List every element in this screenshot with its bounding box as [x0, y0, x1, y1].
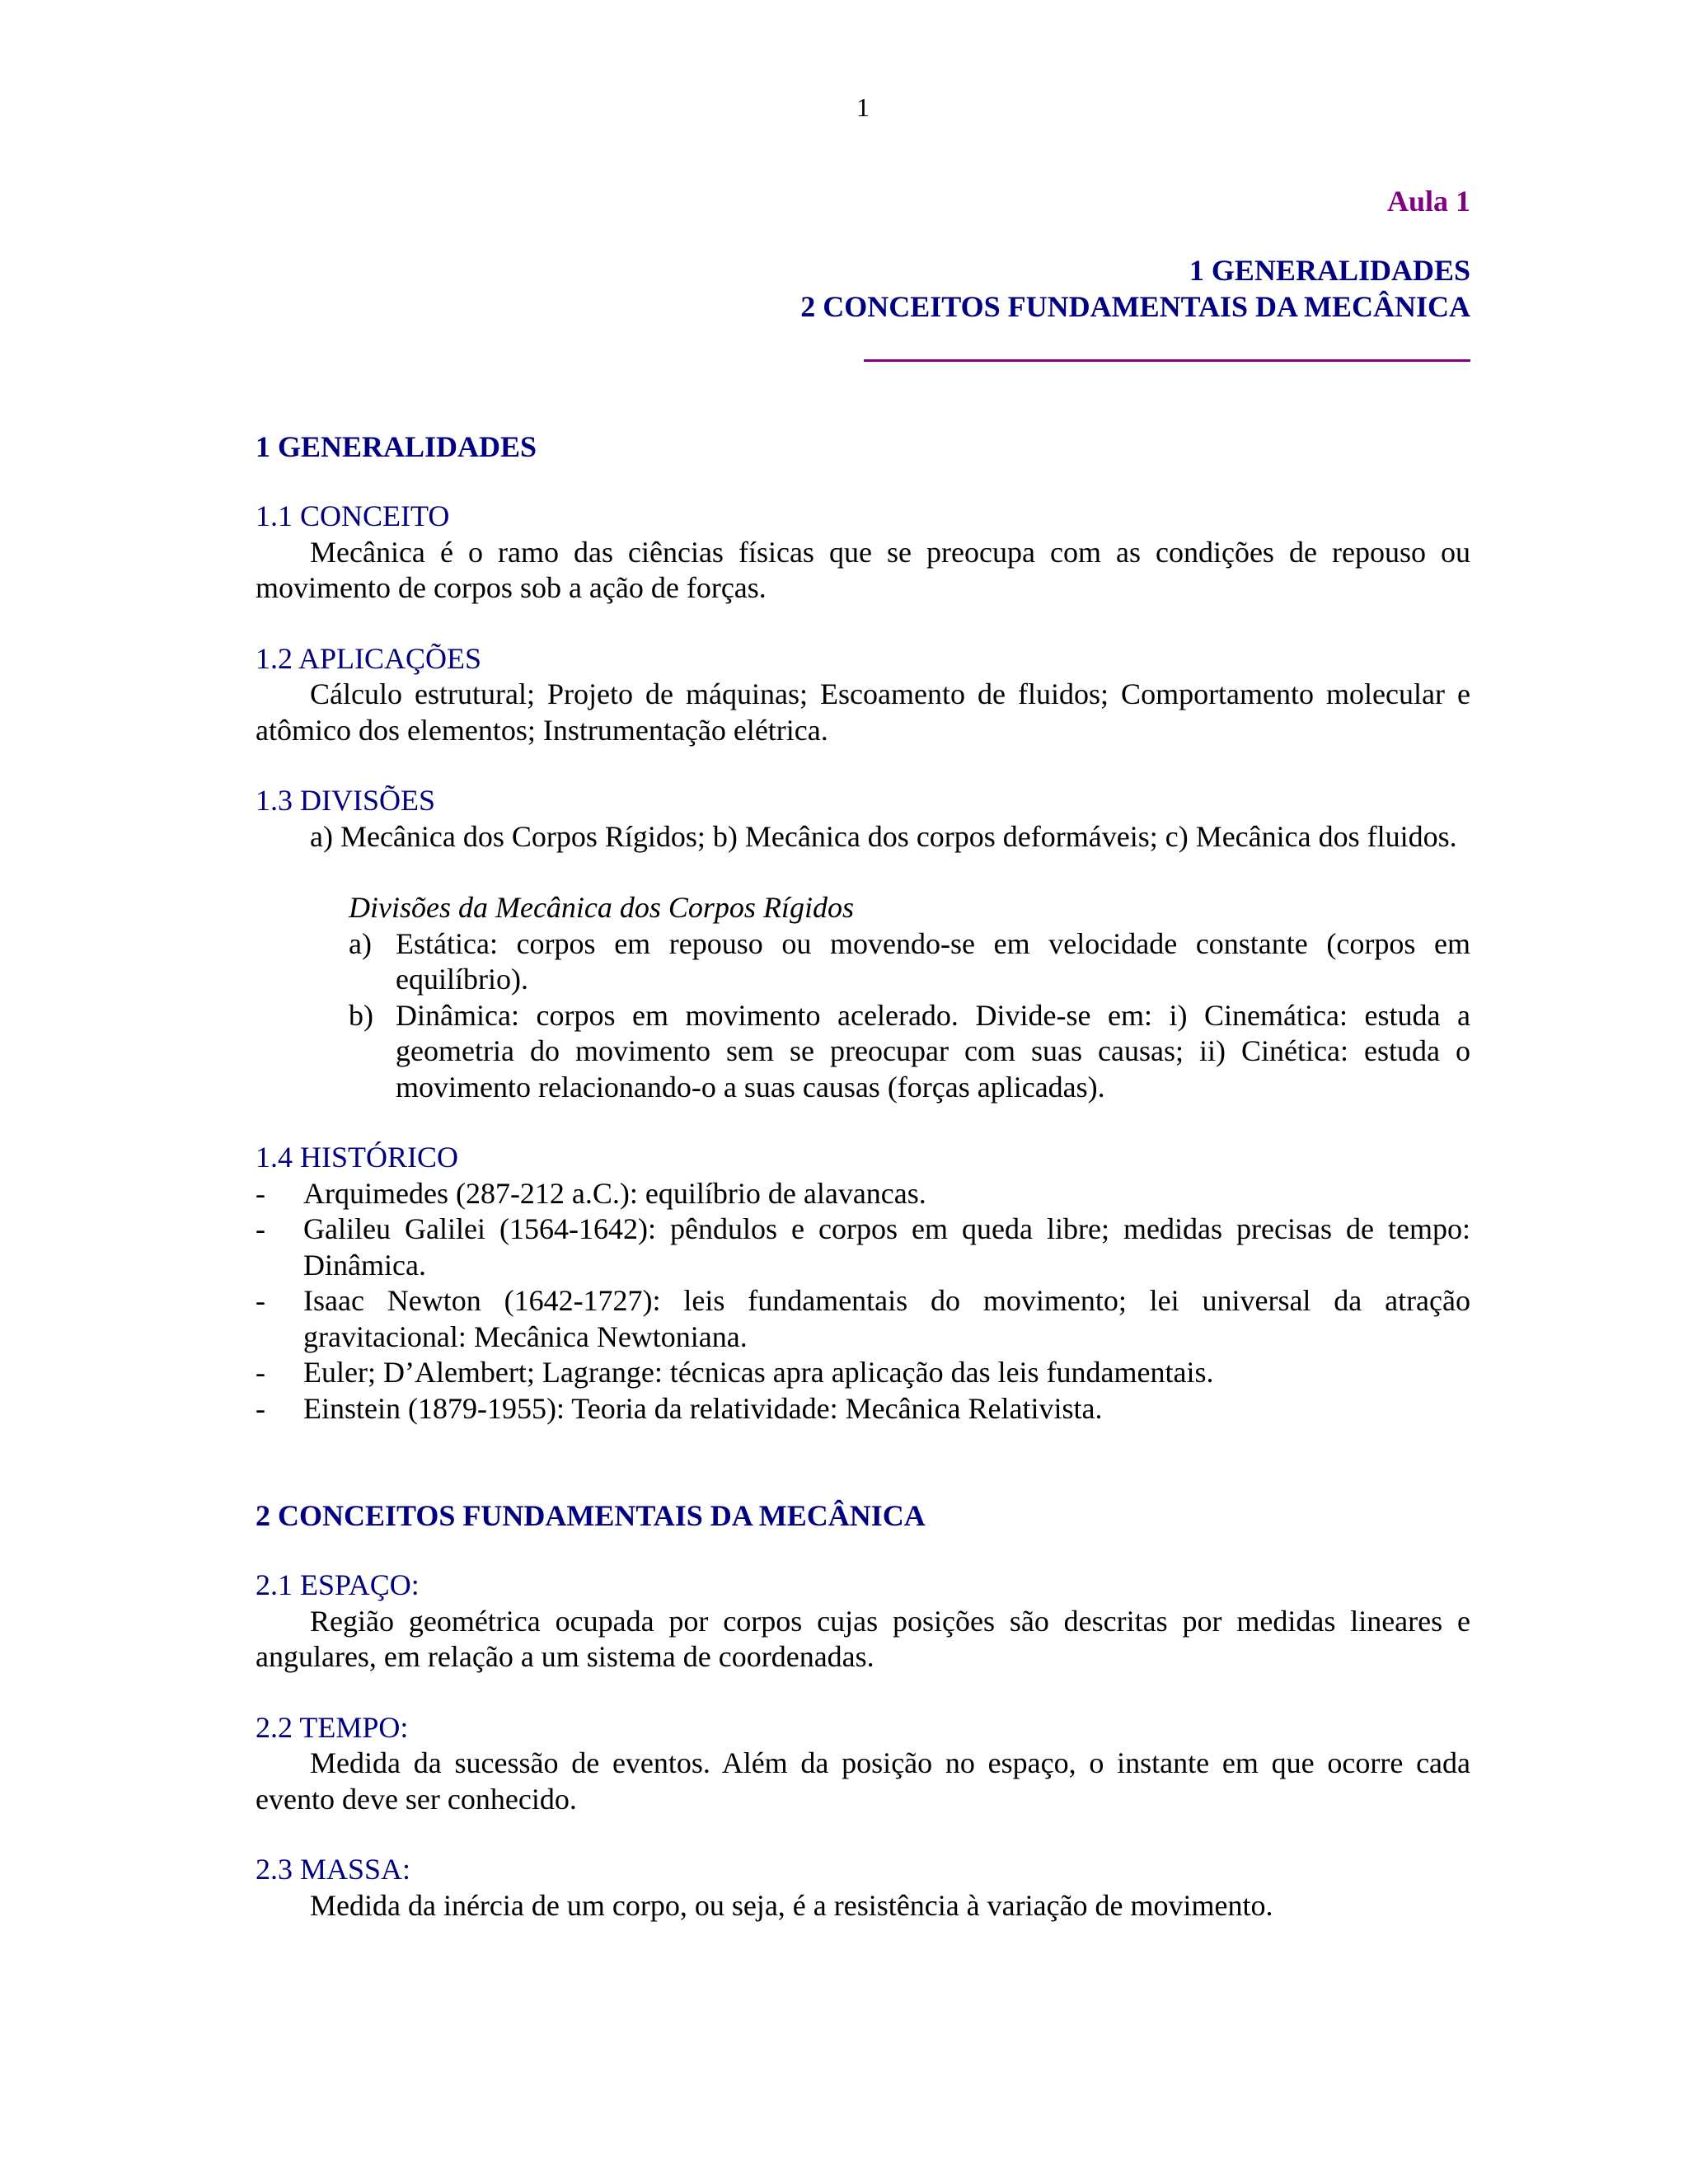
list-item: [349, 998, 1470, 1106]
section-paragraph: Medida da sucessão de eventos. Além da posição no espaço, o instante em que ocorre cada evento deve ser conhecido.: [256, 1746, 1470, 1816]
section-title: 2.3 MASSA:: [256, 1853, 411, 1886]
section-divisoes: [256, 783, 1470, 1105]
section-title: 1.1 CONCEITO: [256, 499, 450, 532]
section-paragraph: Região geométrica ocupada por corpos cujas posições são descritas por medidas lineares e angulares, em relação a um sistema de coordenadas.: [256, 1604, 1470, 1673]
list-item-text: Estática: corpos em repouso ou movendo-se em velocidade constante (corpos em equilíbrio).: [396, 926, 1470, 996]
list-marker: b): [349, 998, 373, 1032]
section-paragraph: Medida da inércia de um corpo, ou seja, é a resistência à variação de movimento.: [310, 1888, 1273, 1922]
list-item-text: Euler; D’Alembert; Lagrange: técnicas apra aplicação das leis fundamentais.: [303, 1356, 1214, 1389]
section-title: 1.3 DIVISÕES: [256, 784, 436, 817]
header-divider: [864, 359, 1470, 362]
rigid-body-divisions: [349, 890, 1470, 1105]
section-paragraph: a) Mecânica dos Corpos Rígidos; b) Mecânica dos corpos deformáveis; c) Mecânica dos fluidos.: [310, 819, 1457, 853]
section-espaco: [256, 1568, 1470, 1675]
list-item: [256, 1391, 1470, 1427]
list-marker: -: [256, 1356, 265, 1389]
list-item-text: Arquimedes (287-212 a.C.): equilíbrio de alavancas.: [303, 1176, 926, 1210]
section-title: 1.2 APLICAÇÕES: [256, 641, 482, 675]
list-item: [256, 1355, 1470, 1391]
subsection-title: Divisões da Mecânica dos Corpos Rígidos: [349, 891, 854, 924]
section-historico: [256, 1140, 1470, 1427]
lesson-topic-2: 2 CONCEITOS FUNDAMENTAIS DA MECÂNICA: [800, 290, 1470, 323]
lesson-topic-1: 1 GENERALIDADES: [1189, 254, 1470, 287]
section-aplicacoes: [256, 641, 1470, 749]
lesson-topics: [800, 252, 1470, 325]
lesson-label: Aula 1: [1386, 185, 1470, 218]
chapter-heading-1: 1 GENERALIDADES: [256, 430, 537, 463]
list-item: [349, 926, 1470, 998]
document-body: [256, 429, 1470, 1958]
section-conceito: [256, 499, 1470, 607]
list-item: [256, 1212, 1470, 1283]
section-title: 2.2 TEMPO:: [256, 1710, 409, 1744]
list-item: [256, 1283, 1470, 1355]
section-paragraph: Cálculo estrutural; Projeto de máquinas; Escoamento de fluidos; Comportamento molecular e atômico dos elementos; Instrumentação elétrica.: [256, 677, 1470, 747]
list-item-text: Galileu Galilei (1564-1642): pêndulos e corpos em queda libre; medidas precisas de tempo: Dinâmica.: [303, 1212, 1470, 1282]
list-item-text: Einstein (1879-1955): Teoria da relatividade: Mecânica Relativista.: [303, 1391, 1103, 1425]
list-item: [256, 1176, 1470, 1212]
list-marker: a): [349, 926, 372, 960]
lesson-header: [800, 181, 1470, 325]
history-list: [256, 1176, 1470, 1427]
chapter-heading-2: 2 CONCEITOS FUNDAMENTAIS DA MECÂNICA: [256, 1499, 926, 1532]
divisions-list: [349, 926, 1470, 1106]
section-title: 2.1 ESPAÇO:: [256, 1568, 420, 1601]
list-item-text: Dinâmica: corpos em movimento acelerado. Divide-se em: i) Cinemática: estuda a geometria do movimento sem se preocupar com suas causas; ii) Cinética: estuda o movimento relacionando-o a suas causas (forças aplicadas).: [396, 998, 1470, 1104]
section-tempo: [256, 1710, 1470, 1818]
section-title: 1.4 HISTÓRICO: [256, 1141, 459, 1174]
list-marker: -: [256, 1212, 265, 1245]
list-marker: -: [256, 1391, 265, 1425]
list-marker: -: [256, 1284, 265, 1317]
list-item-text: Isaac Newton (1642-1727): leis fundamentais do movimento; lei universal da atração gravitacional: Mecânica Newtoniana.: [303, 1284, 1470, 1353]
list-marker: -: [256, 1176, 265, 1210]
section-massa: [256, 1852, 1470, 1924]
section-paragraph: Mecânica é o ramo das ciências físicas que se preocupa com as condições de repouso ou movimento de corpos sob a ação de forças.: [256, 535, 1470, 604]
page-number: 1: [856, 92, 870, 122]
